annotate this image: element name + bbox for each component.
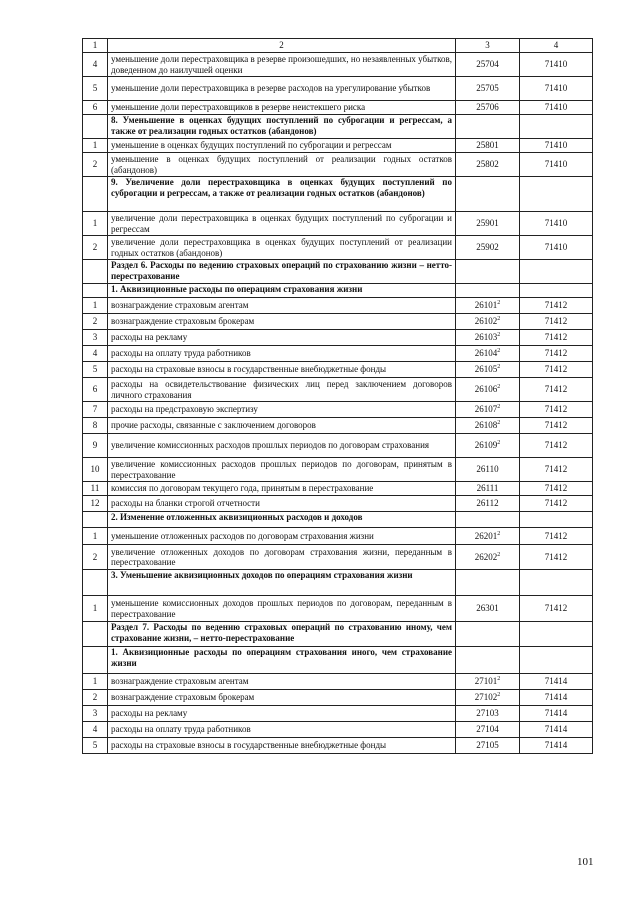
account-number: 71412 — [520, 362, 593, 378]
symbol-code: 26107 — [474, 404, 498, 415]
row-description: расходы на освидетельствование физических лиц перед заключением договоров личного страхования — [108, 378, 456, 402]
row-description: вознаграждение страховым брокерам — [108, 314, 456, 330]
section-heading: 1. Аквизиционные расходы по операциям страхования жизни — [108, 284, 456, 298]
symbol-code-cell — [456, 722, 520, 738]
symbol-code: 27103 — [476, 708, 499, 719]
symbol-code: 25801 — [476, 140, 499, 151]
footnote-marker: 2 — [497, 332, 501, 339]
row-number: 2 — [83, 153, 108, 177]
row-description: увеличение комиссионных расходов прошлых периодов по договорам страхования — [108, 434, 456, 458]
table-row — [83, 674, 593, 690]
row-description: комиссия по договорам текущего года, принятым в перестрахование — [108, 482, 456, 496]
symbol-code-cell — [456, 528, 520, 545]
symbol-code-cell — [456, 139, 520, 153]
symbol-code: 27105 — [476, 740, 499, 751]
footnote-marker: 2 — [497, 300, 501, 307]
symbol-code-cell — [456, 330, 520, 346]
row-description: вознаграждение страховым агентам — [108, 298, 456, 314]
symbol-code-cell — [456, 298, 520, 314]
row-number: 11 — [83, 482, 108, 496]
accounts-table — [82, 38, 593, 754]
symbol-code: 26112 — [476, 498, 499, 509]
symbol-code: 26105 — [474, 364, 498, 375]
symbol-code-cell — [456, 314, 520, 330]
symbol-code: 26301 — [476, 603, 499, 614]
row-description: расходы на страховые взносы в государственные внебюджетные фонды — [108, 738, 456, 754]
symbol-code-cell — [456, 706, 520, 722]
footnote-marker: 2 — [497, 692, 501, 699]
account-number: 71414 — [520, 706, 593, 722]
account-number: 71412 — [520, 596, 593, 622]
row-description: расходы на страховые взносы в государственные внебюджетные фонды — [108, 362, 456, 378]
account-number: 71410 — [520, 53, 593, 77]
row-number: 8 — [83, 418, 108, 434]
header-col-2: 2 — [108, 39, 456, 53]
table-row — [83, 402, 593, 418]
footnote-marker: 2 — [497, 364, 501, 371]
table-row — [83, 545, 593, 570]
symbol-code: 26111 — [476, 483, 499, 494]
row-number: 7 — [83, 402, 108, 418]
symbol-code: 26202 — [474, 551, 498, 562]
table-row — [83, 738, 593, 754]
row-number: 1 — [83, 596, 108, 622]
footnote-marker: 2 — [497, 530, 501, 537]
section-heading-row — [83, 260, 593, 284]
row-number: 9 — [83, 434, 108, 458]
account-number: 71410 — [520, 101, 593, 115]
table-row — [83, 212, 593, 236]
account-number: 71412 — [520, 346, 593, 362]
row-number: 4 — [83, 346, 108, 362]
row-description: вознаграждение страховым агентам — [108, 674, 456, 690]
table-row — [83, 346, 593, 362]
symbol-code-cell — [456, 738, 520, 754]
table-row — [83, 528, 593, 545]
row-number: 1 — [83, 528, 108, 545]
account-cell — [520, 512, 593, 528]
account-cell — [520, 115, 593, 139]
symbol-code: 26102 — [474, 316, 498, 327]
section-heading: 3. Уменьшение аквизиционных доходов по операциям страхования жизни — [108, 570, 456, 596]
symbol-code: 26108 — [474, 420, 498, 431]
row-number: 5 — [83, 77, 108, 101]
symbol-code-cell — [456, 418, 520, 434]
row-number: 4 — [83, 722, 108, 738]
section-heading-row — [83, 622, 593, 647]
section-heading-row — [83, 647, 593, 674]
symbol-code-cell — [456, 153, 520, 177]
row-description: увеличение доли перестраховщика в оценках будущих поступлений от реализации годных остатков (абандонов) — [108, 236, 456, 260]
account-number: 71412 — [520, 330, 593, 346]
account-number: 71414 — [520, 690, 593, 706]
account-cell — [520, 647, 593, 674]
symbol-code: 25704 — [476, 59, 499, 70]
account-number: 71412 — [520, 545, 593, 570]
table-row — [83, 418, 593, 434]
row-number: 5 — [83, 738, 108, 754]
code-cell — [456, 647, 520, 674]
table-row — [83, 101, 593, 115]
symbol-code: 27104 — [476, 724, 499, 735]
account-cell — [520, 260, 593, 284]
symbol-code-cell — [456, 236, 520, 260]
table-row — [83, 153, 593, 177]
row-description: увеличение комиссионных расходов прошлых периодов по договорам, принятым в перестрахование — [108, 458, 456, 482]
account-cell — [520, 284, 593, 298]
table-row — [83, 362, 593, 378]
row-number: 1 — [83, 674, 108, 690]
row-number-cell — [83, 647, 108, 674]
account-number: 71414 — [520, 674, 593, 690]
account-number: 71412 — [520, 482, 593, 496]
symbol-code-cell — [456, 545, 520, 570]
row-number-cell — [83, 570, 108, 596]
symbol-code: 26201 — [474, 530, 498, 541]
row-number: 1 — [83, 212, 108, 236]
row-number: 10 — [83, 458, 108, 482]
account-number: 71412 — [520, 298, 593, 314]
section-heading-row — [83, 115, 593, 139]
row-description: уменьшение доли перестраховщиков в резерве неистекшего риска — [108, 101, 456, 115]
symbol-code: 25901 — [476, 218, 499, 229]
code-cell — [456, 115, 520, 139]
account-number: 71412 — [520, 434, 593, 458]
account-number: 71410 — [520, 139, 593, 153]
section-heading-row — [83, 177, 593, 212]
header-col-1: 1 — [83, 39, 108, 53]
section-heading: 2. Изменение отложенных аквизиционных расходов и доходов — [108, 512, 456, 528]
account-number: 71412 — [520, 378, 593, 402]
symbol-code-cell — [456, 458, 520, 482]
footnote-marker: 2 — [497, 348, 501, 355]
row-number-cell — [83, 260, 108, 284]
account-cell — [520, 177, 593, 212]
table-header-row — [83, 39, 593, 53]
table-row — [83, 496, 593, 512]
table-row — [83, 690, 593, 706]
table-row — [83, 482, 593, 496]
row-number: 6 — [83, 378, 108, 402]
row-description: расходы на оплату труда работников — [108, 346, 456, 362]
row-number: 1 — [83, 298, 108, 314]
table-row — [83, 722, 593, 738]
footnote-marker: 2 — [497, 316, 501, 323]
header-col-3: 3 — [456, 39, 520, 53]
row-number: 6 — [83, 101, 108, 115]
code-cell — [456, 622, 520, 647]
account-number: 71412 — [520, 528, 593, 545]
row-number-cell — [83, 115, 108, 139]
symbol-code: 27102 — [474, 692, 498, 703]
symbol-code-cell — [456, 378, 520, 402]
code-cell — [456, 512, 520, 528]
row-number: 4 — [83, 53, 108, 77]
section-heading-row — [83, 512, 593, 528]
table-row — [83, 330, 593, 346]
account-number: 71410 — [520, 153, 593, 177]
table-row — [83, 458, 593, 482]
symbol-code: 26104 — [474, 348, 498, 359]
symbol-code: 26101 — [474, 300, 498, 311]
row-description: уменьшение доли перестраховщика в резерве произошедших, но незаявленных убытков, доведенном до наилучшей оценки — [108, 53, 456, 77]
symbol-code-cell — [456, 596, 520, 622]
symbol-code-cell — [456, 434, 520, 458]
account-number: 71410 — [520, 236, 593, 260]
row-description: прочие расходы, связанные с заключением договоров — [108, 418, 456, 434]
symbol-code: 27101 — [474, 676, 498, 687]
row-number-cell — [83, 622, 108, 647]
table-row — [83, 139, 593, 153]
table-row — [83, 596, 593, 622]
code-cell — [456, 260, 520, 284]
footnote-marker: 2 — [497, 420, 501, 427]
section-heading: 1. Аквизиционные расходы по операциям страхования иного, чем страхование жизни — [108, 647, 456, 674]
section-heading: 9. Увеличение доли перестраховщика в оценках будущих поступлений по суброгации и регрессам, а также от реализации годных остатков (абандонов) — [108, 177, 456, 212]
account-number: 71412 — [520, 458, 593, 482]
table-row — [83, 378, 593, 402]
section-heading: Раздел 7. Расходы по ведению страховых операций по страхованию иному, чем страхование жизни, – нетто-перестрахование — [108, 622, 456, 647]
row-description: расходы на рекламу — [108, 706, 456, 722]
account-cell — [520, 570, 593, 596]
table-row — [83, 53, 593, 77]
footnote-marker: 2 — [497, 404, 501, 411]
account-number: 71412 — [520, 496, 593, 512]
row-description: уменьшение отложенных расходов по договорам страхования жизни — [108, 528, 456, 545]
symbol-code: 26110 — [476, 464, 499, 475]
symbol-code-cell — [456, 101, 520, 115]
table-row — [83, 298, 593, 314]
symbol-code: 26106 — [474, 384, 498, 395]
footnote-marker: 2 — [497, 551, 501, 558]
row-number: 5 — [83, 362, 108, 378]
table-row — [83, 77, 593, 101]
account-cell — [520, 622, 593, 647]
symbol-code-cell — [456, 212, 520, 236]
table-row — [83, 314, 593, 330]
symbol-code-cell — [456, 690, 520, 706]
row-description: увеличение отложенных доходов по договорам страхования жизни, переданным в перестрахование — [108, 545, 456, 570]
row-description: расходы на оплату труда работников — [108, 722, 456, 738]
table-row — [83, 706, 593, 722]
footnote-marker: 2 — [497, 440, 501, 447]
footnote-marker: 2 — [497, 384, 501, 391]
row-number: 2 — [83, 236, 108, 260]
symbol-code: 25706 — [476, 102, 499, 113]
row-number: 3 — [83, 706, 108, 722]
row-description: расходы на рекламу — [108, 330, 456, 346]
section-heading: 8. Уменьшение в оценках будущих поступлений по суброгации и регрессам, а также от реализации годных остатков (абандонов) — [108, 115, 456, 139]
account-number: 71410 — [520, 212, 593, 236]
row-number: 2 — [83, 690, 108, 706]
symbol-code-cell — [456, 77, 520, 101]
row-description: уменьшение в оценках будущих поступлений по суброгации и регрессам — [108, 139, 456, 153]
row-number: 12 — [83, 496, 108, 512]
code-cell — [456, 570, 520, 596]
code-cell — [456, 284, 520, 298]
section-heading-row — [83, 570, 593, 596]
row-number: 1 — [83, 139, 108, 153]
header-col-4: 4 — [520, 39, 593, 53]
symbol-code-cell — [456, 362, 520, 378]
symbol-code-cell — [456, 674, 520, 690]
section-heading-row — [83, 284, 593, 298]
account-number: 71412 — [520, 314, 593, 330]
table-row — [83, 434, 593, 458]
row-number: 2 — [83, 545, 108, 570]
page-number: 101 — [577, 856, 594, 868]
section-heading: Раздел 6. Расходы по ведению страховых операций по страхованию жизни – нетто-перестрахование — [108, 260, 456, 284]
code-cell — [456, 177, 520, 212]
symbol-code-cell — [456, 53, 520, 77]
symbol-code: 26103 — [474, 332, 498, 343]
symbol-code: 26109 — [474, 440, 498, 451]
symbol-code: 25902 — [476, 242, 499, 253]
account-number: 71410 — [520, 77, 593, 101]
row-description: увеличение доли перестраховщика в оценках будущих поступлений по суброгации и регрессам — [108, 212, 456, 236]
row-number-cell — [83, 284, 108, 298]
row-number: 2 — [83, 314, 108, 330]
account-number: 71414 — [520, 738, 593, 754]
row-description: уменьшение в оценках будущих поступлений от реализации годных остатков (абандонов) — [108, 153, 456, 177]
row-description: вознаграждение страховым брокерам — [108, 690, 456, 706]
row-description: расходы на бланки строгой отчетности — [108, 496, 456, 512]
table-row — [83, 236, 593, 260]
symbol-code-cell — [456, 346, 520, 362]
account-number: 71412 — [520, 418, 593, 434]
symbol-code-cell — [456, 402, 520, 418]
row-description: расходы на предстраховую экспертизу — [108, 402, 456, 418]
symbol-code-cell — [456, 482, 520, 496]
row-number-cell — [83, 512, 108, 528]
account-number: 71412 — [520, 402, 593, 418]
row-description: уменьшение доли перестраховщика в резерве расходов на урегулирование убытков — [108, 77, 456, 101]
row-number: 3 — [83, 330, 108, 346]
footnote-marker: 2 — [497, 676, 501, 683]
symbol-code-cell — [456, 496, 520, 512]
symbol-code: 25802 — [476, 159, 499, 170]
symbol-code: 25705 — [476, 83, 499, 94]
row-number-cell — [83, 177, 108, 212]
account-number: 71414 — [520, 722, 593, 738]
row-description: уменьшение комиссионных доходов прошлых периодов по договорам, переданным в перестрахование — [108, 596, 456, 622]
